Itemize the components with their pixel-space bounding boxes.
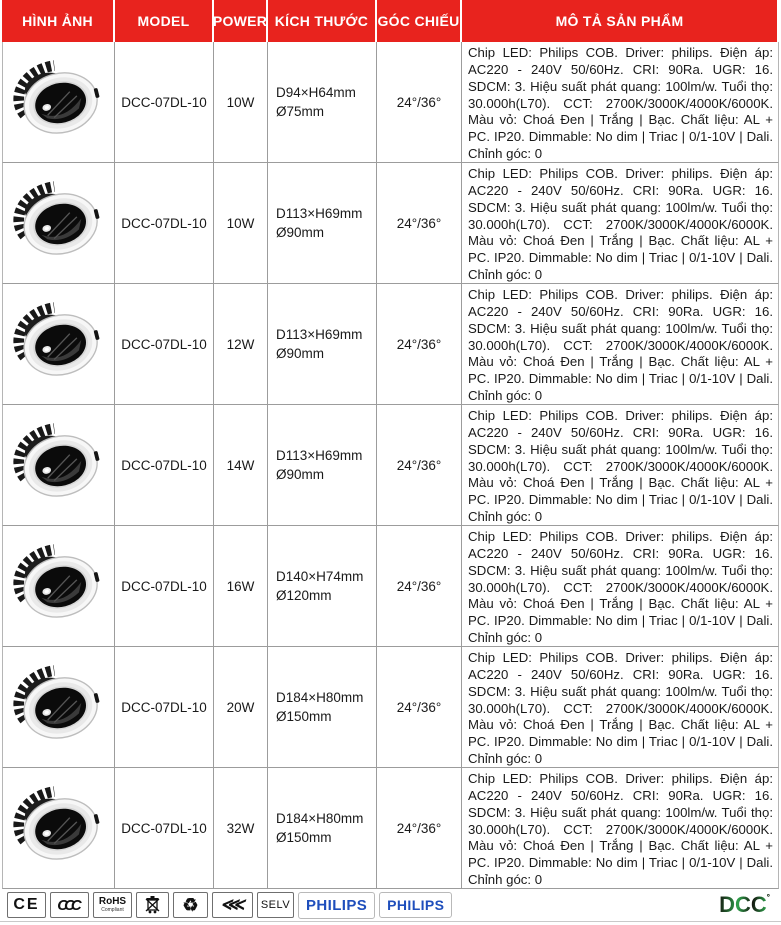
description-cell: Chip LED: Philips COB. Driver: philips. Điện áp: AC220 - 240V 50/60Hz. CRI: 90Ra. UGR: 16. SDCM: 3. Hiệu suất phát quang: 100lm/w. Tuổi thọ: 30.000h(L70). CCT: 2700K/3000K/4000K/6000K. Màu vỏ: Choá Đen | Trắng | Bạc. Chất liệu: AL + PC. IP20. Dimmable: No dim | Triac | 0/1-10V | Dali. Chỉnh góc: 0 — [462, 284, 779, 405]
size-cell — [268, 647, 377, 768]
size-line-1: D184×H80mm — [276, 811, 364, 826]
size-line-1: D113×H69mm — [276, 206, 363, 221]
downlight-photo — [10, 293, 107, 396]
product-image-cell — [2, 647, 115, 768]
beam-angle-cell: 24°/36° — [377, 768, 462, 889]
downlight-photo — [10, 414, 107, 517]
size-line-2: Ø150mm — [276, 830, 332, 845]
power-cell: 10W — [214, 163, 268, 284]
product-image-cell — [2, 284, 115, 405]
product-spec-table — [2, 0, 779, 889]
description-cell: Chip LED: Philips COB. Driver: philips. Điện áp: AC220 - 240V 50/60Hz. CRI: 90Ra. UGR: 16. SDCM: 3. Hiệu suất phát quang: 100lm/w. Tuổi thọ: 30.000h(L70). CCT: 2700K/3000K/4000K/6000K. Màu vỏ: Choá Đen | Trắng | Bạc. Chất liệu: AL + PC. IP20. Dimmable: No dim | Triac | 0/1-10V | Dali. Chỉnh góc: 0 — [462, 163, 779, 284]
power-cell: 10W — [214, 42, 268, 163]
model-cell: DCC-07DL-10 — [115, 768, 214, 889]
product-image-cell — [2, 405, 115, 526]
model-cell: DCC-07DL-10 — [115, 405, 214, 526]
beam-angle-cell: 24°/36° — [377, 42, 462, 163]
philips-logo: PHILIPS — [379, 892, 452, 918]
beam-angle-cell: 24°/36° — [377, 647, 462, 768]
product-image-cell — [2, 163, 115, 284]
dcc-logo-mark: ° — [766, 893, 770, 902]
description-cell: Chip LED: Philips COB. Driver: philips. Điện áp: AC220 - 240V 50/60Hz. CRI: 90Ra. UGR: 16. SDCM: 3. Hiệu suất phát quang: 100lm/w. Tuổi thọ: 30.000h(L70). CCT: 2700K/3000K/4000K/6000K. Màu vỏ: Choá Đen | Trắng | Bạc. Chất liệu: AL + PC. IP20. Dimmable: No dim | Triac | 0/1-10V | Dali. Chỉnh góc: 0 — [462, 768, 779, 889]
product-image-cell — [2, 42, 115, 163]
column-header-image: HÌNH ẢNH — [2, 0, 115, 42]
ccc-arrow-mark-icon: ⋘ — [212, 892, 253, 918]
description-cell: Chip LED: Philips COB. Driver: philips. Điện áp: AC220 - 240V 50/60Hz. CRI: 90Ra. UGR: 16. SDCM: 3. Hiệu suất phát quang: 100lm/w. Tuổi thọ: 30.000h(L70). CCT: 2700K/3000K/4000K/6000K. Màu vỏ: Choá Đen | Trắng | Bạc. Chất liệu: AL + PC. IP20. Dimmable: No dim | Triac | 0/1-10V | Dali. Chỉnh góc: 0 — [462, 42, 779, 163]
column-header-power: POWER — [214, 0, 268, 42]
description-cell: Chip LED: Philips COB. Driver: philips. Điện áp: AC220 - 240V 50/60Hz. CRI: 90Ra. UGR: 16. SDCM: 3. Hiệu suất phát quang: 100lm/w. Tuổi thọ: 30.000h(L70). CCT: 2700K/3000K/4000K/6000K. Màu vỏ: Choá Đen | Trắng | Bạc. Chất liệu: AL + PC. IP20. Dimmable: No dim | Triac | 0/1-10V | Dali. Chỉnh góc: 0 — [462, 405, 779, 526]
description-cell: Chip LED: Philips COB. Driver: philips. Điện áp: AC220 - 240V 50/60Hz. CRI: 90Ra. UGR: 16. SDCM: 3. Hiệu suất phát quang: 100lm/w. Tuổi thọ: 30.000h(L70). CCT: 2700K/3000K/4000K/6000K. Màu vỏ: Choá Đen | Trắng | Bạc. Chất liệu: AL + PC. IP20. Dimmable: No dim | Triac | 0/1-10V | Dali. Chỉnh góc: 0 — [462, 526, 779, 647]
size-line-1: D94×H64mm — [276, 85, 356, 100]
downlight-photo — [10, 535, 107, 638]
size-line-2: Ø90mm — [276, 467, 325, 482]
philips-logo: PHILIPS — [298, 892, 375, 919]
column-header-beam-angle: GÓC CHIẾU — [377, 0, 462, 42]
size-line-1: D140×H74mm — [276, 569, 364, 584]
rohs-label: RoHS — [98, 896, 127, 907]
ce-mark-icon: CE — [7, 892, 46, 918]
model-cell: DCC-07DL-10 — [115, 526, 214, 647]
selv-mark-icon: SELV — [257, 892, 294, 918]
size-line-1: D113×H69mm — [276, 448, 363, 463]
column-header-model: MODEL — [115, 0, 214, 42]
rohs-mark-icon — [93, 892, 132, 918]
power-cell: 14W — [214, 405, 268, 526]
ccc-mark-icon: CCC — [50, 892, 89, 918]
downlight-photo — [10, 51, 107, 154]
model-cell: DCC-07DL-10 — [115, 284, 214, 405]
size-cell — [268, 768, 377, 889]
size-line-1: D113×H69mm — [276, 327, 363, 342]
model-cell: DCC-07DL-10 — [115, 647, 214, 768]
size-cell — [268, 163, 377, 284]
dcc-logo-text: DCC — [719, 892, 767, 917]
model-cell: DCC-07DL-10 — [115, 42, 214, 163]
size-cell — [268, 526, 377, 647]
size-cell — [268, 284, 377, 405]
beam-angle-cell: 24°/36° — [377, 163, 462, 284]
beam-angle-cell: 24°/36° — [377, 405, 462, 526]
size-cell — [268, 405, 377, 526]
product-image-cell — [2, 526, 115, 647]
weee-bin-icon — [136, 892, 169, 918]
beam-angle-cell: 24°/36° — [377, 284, 462, 405]
column-header-size: KÍCH THƯỚC — [268, 0, 377, 42]
size-line-2: Ø90mm — [276, 225, 325, 240]
size-line-2: Ø90mm — [276, 346, 325, 361]
size-cell — [268, 42, 377, 163]
power-cell: 12W — [214, 284, 268, 405]
power-cell: 16W — [214, 526, 268, 647]
dcc-brand-logo — [719, 892, 774, 918]
size-line-2: Ø120mm — [276, 588, 332, 603]
product-image-cell — [2, 768, 115, 889]
downlight-photo — [10, 172, 107, 275]
rohs-sublabel: Compliant — [101, 907, 124, 913]
model-cell: DCC-07DL-10 — [115, 163, 214, 284]
size-line-2: Ø150mm — [276, 709, 332, 724]
size-line-2: Ø75mm — [276, 104, 325, 119]
recycle-icon: ♻ — [173, 892, 208, 918]
downlight-photo — [10, 777, 107, 880]
column-header-description: MÔ TẢ SẢN PHẨM — [462, 0, 779, 42]
power-cell: 20W — [214, 647, 268, 768]
downlight-photo — [10, 656, 107, 759]
beam-angle-cell: 24°/36° — [377, 526, 462, 647]
power-cell: 32W — [214, 768, 268, 889]
description-cell: Chip LED: Philips COB. Driver: philips. Điện áp: AC220 - 240V 50/60Hz. CRI: 90Ra. UGR: 16. SDCM: 3. Hiệu suất phát quang: 100lm/w. Tuổi thọ: 30.000h(L70). CCT: 2700K/3000K/4000K/6000K. Màu vỏ: Choá Đen | Trắng | Bạc. Chất liệu: AL + PC. IP20. Dimmable: No dim | Triac | 0/1-10V | Dali. Chỉnh góc: 0 — [462, 647, 779, 768]
certification-strip — [0, 889, 781, 922]
size-line-1: D184×H80mm — [276, 690, 364, 705]
